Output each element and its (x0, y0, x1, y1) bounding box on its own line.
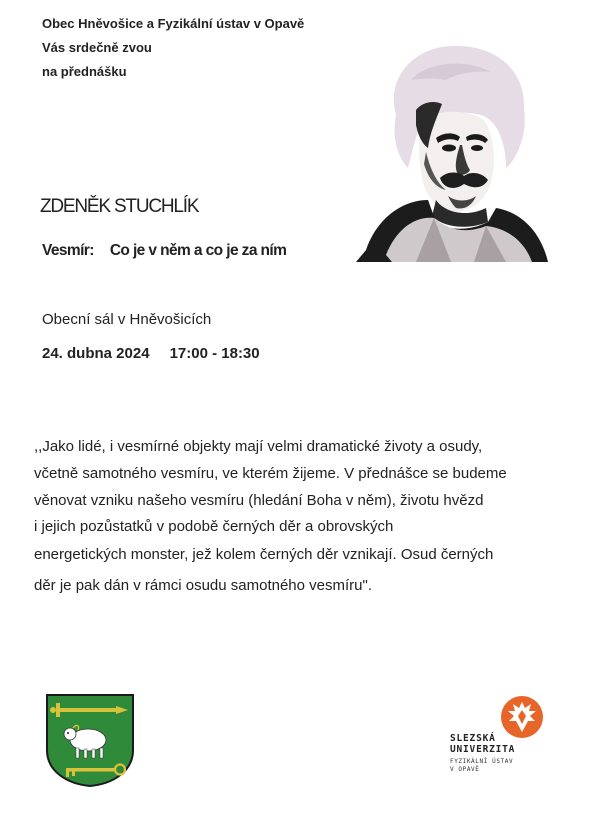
invite-line: Vás srdečně zvou (42, 40, 152, 55)
hnevosice-coat-of-arms-icon (44, 692, 136, 788)
event-date: 24. dubna 2024 (42, 345, 150, 362)
speaker-name: ZDENĚK STUCHLÍK (40, 196, 199, 217)
lecture-topic (42, 242, 286, 260)
lecture-line: na přednášku (42, 64, 127, 79)
quote-line: i jejich pozůstatků v podobě černých děr a obrovských (34, 518, 394, 535)
quote-line: ,,Jako lidé, i vesmírné objekty mají velmi dramatické životy a osudy, (34, 438, 483, 455)
slezska-univerzita-logo-icon (498, 694, 546, 740)
quote-line: věnovat vzniku našeho vesmíru (hledání Boha v něm), životu hvězd (34, 492, 484, 509)
university-institute-line1: FYZIKÁLNÍ ÚSTAV (450, 758, 514, 765)
event-datetime (42, 345, 260, 362)
topic-title: Co je v něm a co je za ním (109, 242, 287, 259)
university-institute-line2: V OPAVĚ (450, 766, 480, 773)
university-name-line1: SLEZSKÁ (450, 733, 496, 744)
university-name-line2: UNIVERZITA (450, 744, 516, 755)
venue: Obecní sál v Hněvošicích (42, 311, 212, 328)
einstein-portrait-icon (356, 40, 551, 262)
quote-line: děr je pak dán v rámci osudu samotného vesmíru". (34, 577, 372, 594)
organizer-line: Obec Hněvošice a Fyzikální ústav v Opavě (42, 16, 305, 31)
quote-line: energetických monster, jež kolem černých děr vznikají. Osud černých (34, 546, 494, 563)
quote-line: včetně samotného vesmíru, ve kterém žijeme. V přednášce se budeme (34, 465, 507, 482)
event-time: 17:00 - 18:30 (169, 345, 260, 362)
topic-label: Vesmír: (42, 242, 94, 259)
